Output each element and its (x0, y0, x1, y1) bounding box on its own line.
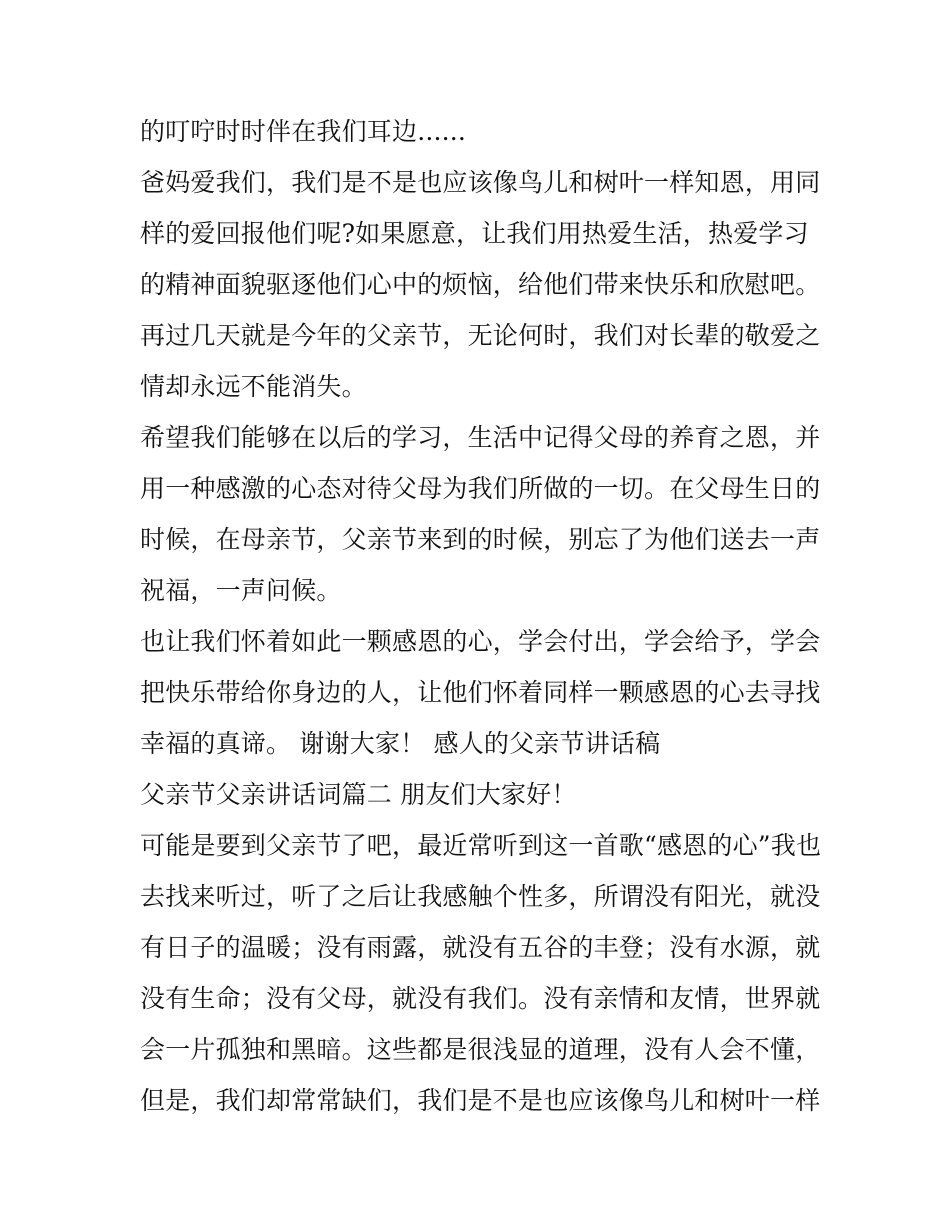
text-line: 没有生命；没有父母，就没有我们。没有亲情和友情，世界就 (140, 984, 821, 1013)
text-line: 再过几天就是今年的父亲节，无论何时，我们对长辈的敬爱之 (140, 321, 821, 350)
text-line: 的精神面貌驱逐他们心中的烦恼，给他们带来快乐和欣慰吧。 (140, 270, 821, 299)
text-line: 用一种感激的心态对待父母为我们所做的一切。在父母生日的 (140, 474, 821, 503)
text-line: 去找来听过，听了之后让我感触个性多，所谓没有阳光，就没 (140, 882, 821, 911)
text-line: 也让我们怀着如此一颗感恩的心，学会付出，学会给予，学会 (140, 627, 821, 656)
text-line: 会一片孤独和黑暗。这些都是很浅显的道理，没有人会不懂， (140, 1035, 821, 1064)
text-line: 希望我们能够在以后的学习，生活中记得父母的养育之恩，并 (140, 423, 821, 452)
text-line: 爸妈爱我们，我们是不是也应该像鸟儿和树叶一样知恩，用同 (140, 168, 821, 197)
text-line: 祝福，一声问候。 (140, 576, 342, 605)
text-line: 时候，在母亲节，父亲节来到的时候，别忘了为他们送去一声 (140, 525, 821, 554)
text-line: 把快乐带给你身边的人，让他们怀着同样一颗感恩的心去寻找 (140, 678, 821, 707)
text-line: 可能是要到父亲节了吧，最近常听到这一首歌“感恩的心”我也 (140, 831, 822, 860)
text-line: 父亲节父亲讲话词篇二 朋友们大家好！ (140, 780, 577, 809)
text-line: 样的爱回报他们呢?如果愿意，让我们用热爱生活，热爱学习 (140, 219, 809, 248)
text-line: 但是，我们却常常缺们，我们是不是也应该像鸟儿和树叶一样 (140, 1086, 821, 1115)
text-line: 的叮咛时时伴在我们耳边...... (140, 117, 467, 146)
text-line: 情却永远不能消失。 (140, 372, 367, 401)
body-text (140, 106, 820, 1126)
text-line: 幸福的真谛。 谢谢大家！ 感人的父亲节讲话稿 (140, 729, 661, 758)
text-line: 有日子的温暖；没有雨露，就没有五谷的丰登；没有水源，就 (140, 933, 821, 962)
